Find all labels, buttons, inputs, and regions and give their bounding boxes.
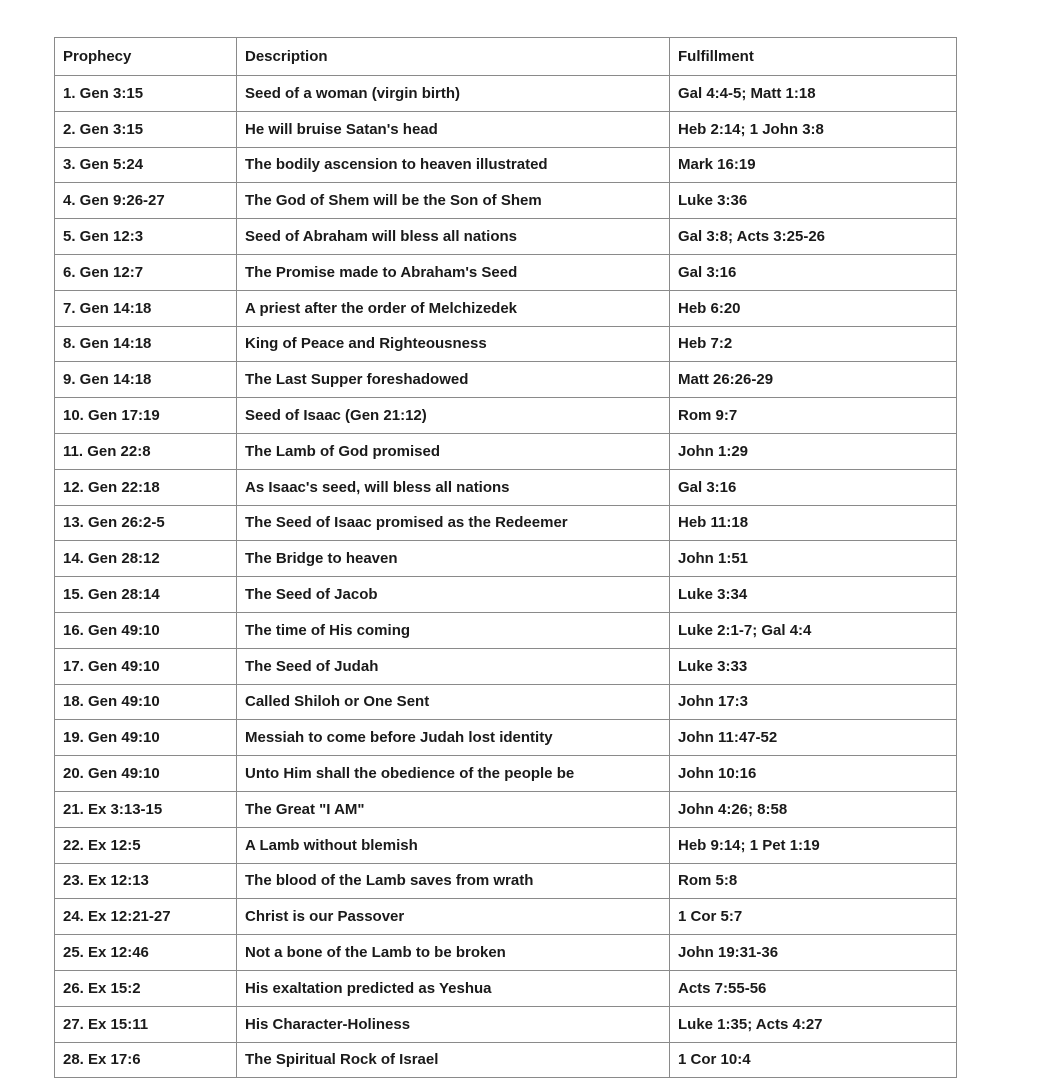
prophecy-cell: 8. Gen 14:18	[55, 326, 237, 362]
table-row	[55, 541, 957, 577]
fulfillment-cell: John 4:26; 8:58	[670, 791, 957, 827]
table-row	[55, 469, 957, 505]
table-row	[55, 76, 957, 112]
description-cell: The Last Supper foreshadowed	[237, 362, 670, 398]
fulfillment-cell: Heb 9:14; 1 Pet 1:19	[670, 827, 957, 863]
fulfillment-cell: Rom 9:7	[670, 398, 957, 434]
fulfillment-cell: 1 Cor 10:4	[670, 1042, 957, 1078]
description-cell: The Promise made to Abraham's Seed	[237, 254, 670, 290]
prophecy-cell: 25. Ex 12:46	[55, 935, 237, 971]
description-cell: Seed of Abraham will bless all nations	[237, 219, 670, 255]
header-prophecy: Prophecy	[55, 38, 237, 76]
prophecy-cell: 1. Gen 3:15	[55, 76, 237, 112]
prophecy-cell: 11. Gen 22:8	[55, 433, 237, 469]
fulfillment-cell: Gal 4:4-5; Matt 1:18	[670, 76, 957, 112]
table-row	[55, 362, 957, 398]
fulfillment-cell: Matt 26:26-29	[670, 362, 957, 398]
description-cell: Seed of Isaac (Gen 21:12)	[237, 398, 670, 434]
description-cell: His exaltation predicted as Yeshua	[237, 970, 670, 1006]
fulfillment-cell: Heb 7:2	[670, 326, 957, 362]
prophecy-cell: 19. Gen 49:10	[55, 720, 237, 756]
prophecy-cell: 27. Ex 15:11	[55, 1006, 237, 1042]
prophecy-table	[54, 37, 957, 1078]
prophecy-cell: 23. Ex 12:13	[55, 863, 237, 899]
table-row	[55, 648, 957, 684]
prophecy-cell: 5. Gen 12:3	[55, 219, 237, 255]
fulfillment-cell: Luke 3:36	[670, 183, 957, 219]
table-body	[55, 76, 957, 1078]
description-cell: The Seed of Judah	[237, 648, 670, 684]
description-cell: Messiah to come before Judah lost identity	[237, 720, 670, 756]
table-row	[55, 863, 957, 899]
description-cell: The Seed of Jacob	[237, 577, 670, 613]
table-row	[55, 612, 957, 648]
prophecy-cell: 7. Gen 14:18	[55, 290, 237, 326]
table-row	[55, 1042, 957, 1078]
fulfillment-cell: John 10:16	[670, 756, 957, 792]
fulfillment-cell: Luke 3:34	[670, 577, 957, 613]
table-row	[55, 398, 957, 434]
fulfillment-cell: John 19:31-36	[670, 935, 957, 971]
table-row	[55, 1006, 957, 1042]
description-cell: Christ is our Passover	[237, 899, 670, 935]
prophecy-cell: 28. Ex 17:6	[55, 1042, 237, 1078]
table-row	[55, 183, 957, 219]
fulfillment-cell: 1 Cor 5:7	[670, 899, 957, 935]
fulfillment-cell: Gal 3:16	[670, 254, 957, 290]
table-row	[55, 827, 957, 863]
prophecy-cell: 3. Gen 5:24	[55, 147, 237, 183]
prophecy-cell: 15. Gen 28:14	[55, 577, 237, 613]
prophecy-cell: 12. Gen 22:18	[55, 469, 237, 505]
description-cell: His Character-Holiness	[237, 1006, 670, 1042]
table-row	[55, 326, 957, 362]
fulfillment-cell: John 17:3	[670, 684, 957, 720]
fulfillment-cell: Heb 2:14; 1 John 3:8	[670, 111, 957, 147]
header-fulfillment: Fulfillment	[670, 38, 957, 76]
table-row	[55, 935, 957, 971]
description-cell: The Bridge to heaven	[237, 541, 670, 577]
description-cell: A priest after the order of Melchizedek	[237, 290, 670, 326]
prophecy-cell: 4. Gen 9:26-27	[55, 183, 237, 219]
fulfillment-cell: Gal 3:8; Acts 3:25-26	[670, 219, 957, 255]
fulfillment-cell: Heb 11:18	[670, 505, 957, 541]
table-header-row	[55, 38, 957, 76]
description-cell: The God of Shem will be the Son of Shem	[237, 183, 670, 219]
fulfillment-cell: Luke 3:33	[670, 648, 957, 684]
table-row	[55, 577, 957, 613]
prophecy-cell: 18. Gen 49:10	[55, 684, 237, 720]
description-cell: As Isaac's seed, will bless all nations	[237, 469, 670, 505]
fulfillment-cell: Luke 2:1-7; Gal 4:4	[670, 612, 957, 648]
prophecy-cell: 2. Gen 3:15	[55, 111, 237, 147]
description-cell: The Great "I AM"	[237, 791, 670, 827]
prophecy-cell: 26. Ex 15:2	[55, 970, 237, 1006]
description-cell: A Lamb without blemish	[237, 827, 670, 863]
table-row	[55, 684, 957, 720]
fulfillment-cell: Acts 7:55-56	[670, 970, 957, 1006]
description-cell: King of Peace and Righteousness	[237, 326, 670, 362]
description-cell: The Seed of Isaac promised as the Redeemer	[237, 505, 670, 541]
table-row	[55, 433, 957, 469]
table-row	[55, 111, 957, 147]
description-cell: Called Shiloh or One Sent	[237, 684, 670, 720]
prophecy-cell: 13. Gen 26:2-5	[55, 505, 237, 541]
description-cell: Not a bone of the Lamb to be broken	[237, 935, 670, 971]
header-description: Description	[237, 38, 670, 76]
table-row	[55, 970, 957, 1006]
prophecy-cell: 9. Gen 14:18	[55, 362, 237, 398]
table-row	[55, 290, 957, 326]
prophecy-cell: 10. Gen 17:19	[55, 398, 237, 434]
table-row	[55, 254, 957, 290]
description-cell: The time of His coming	[237, 612, 670, 648]
fulfillment-cell: Rom 5:8	[670, 863, 957, 899]
description-cell: The Spiritual Rock of Israel	[237, 1042, 670, 1078]
table-row	[55, 791, 957, 827]
fulfillment-cell: Luke 1:35; Acts 4:27	[670, 1006, 957, 1042]
table-row	[55, 756, 957, 792]
table-row	[55, 505, 957, 541]
fulfillment-cell: John 11:47-52	[670, 720, 957, 756]
prophecy-cell: 14. Gen 28:12	[55, 541, 237, 577]
table-row	[55, 219, 957, 255]
prophecy-cell: 21. Ex 3:13-15	[55, 791, 237, 827]
fulfillment-cell: Heb 6:20	[670, 290, 957, 326]
fulfillment-cell: John 1:51	[670, 541, 957, 577]
description-cell: The blood of the Lamb saves from wrath	[237, 863, 670, 899]
table-row	[55, 720, 957, 756]
description-cell: He will bruise Satan's head	[237, 111, 670, 147]
prophecy-cell: 24. Ex 12:21-27	[55, 899, 237, 935]
fulfillment-cell: Gal 3:16	[670, 469, 957, 505]
fulfillment-cell: John 1:29	[670, 433, 957, 469]
prophecy-cell: 6. Gen 12:7	[55, 254, 237, 290]
prophecy-cell: 20. Gen 49:10	[55, 756, 237, 792]
description-cell: The bodily ascension to heaven illustrated	[237, 147, 670, 183]
prophecy-cell: 22. Ex 12:5	[55, 827, 237, 863]
table-row	[55, 147, 957, 183]
description-cell: The Lamb of God promised	[237, 433, 670, 469]
prophecy-cell: 16. Gen 49:10	[55, 612, 237, 648]
description-cell: Seed of a woman (virgin birth)	[237, 76, 670, 112]
fulfillment-cell: Mark 16:19	[670, 147, 957, 183]
prophecy-cell: 17. Gen 49:10	[55, 648, 237, 684]
description-cell: Unto Him shall the obedience of the people be	[237, 756, 670, 792]
table-row	[55, 899, 957, 935]
